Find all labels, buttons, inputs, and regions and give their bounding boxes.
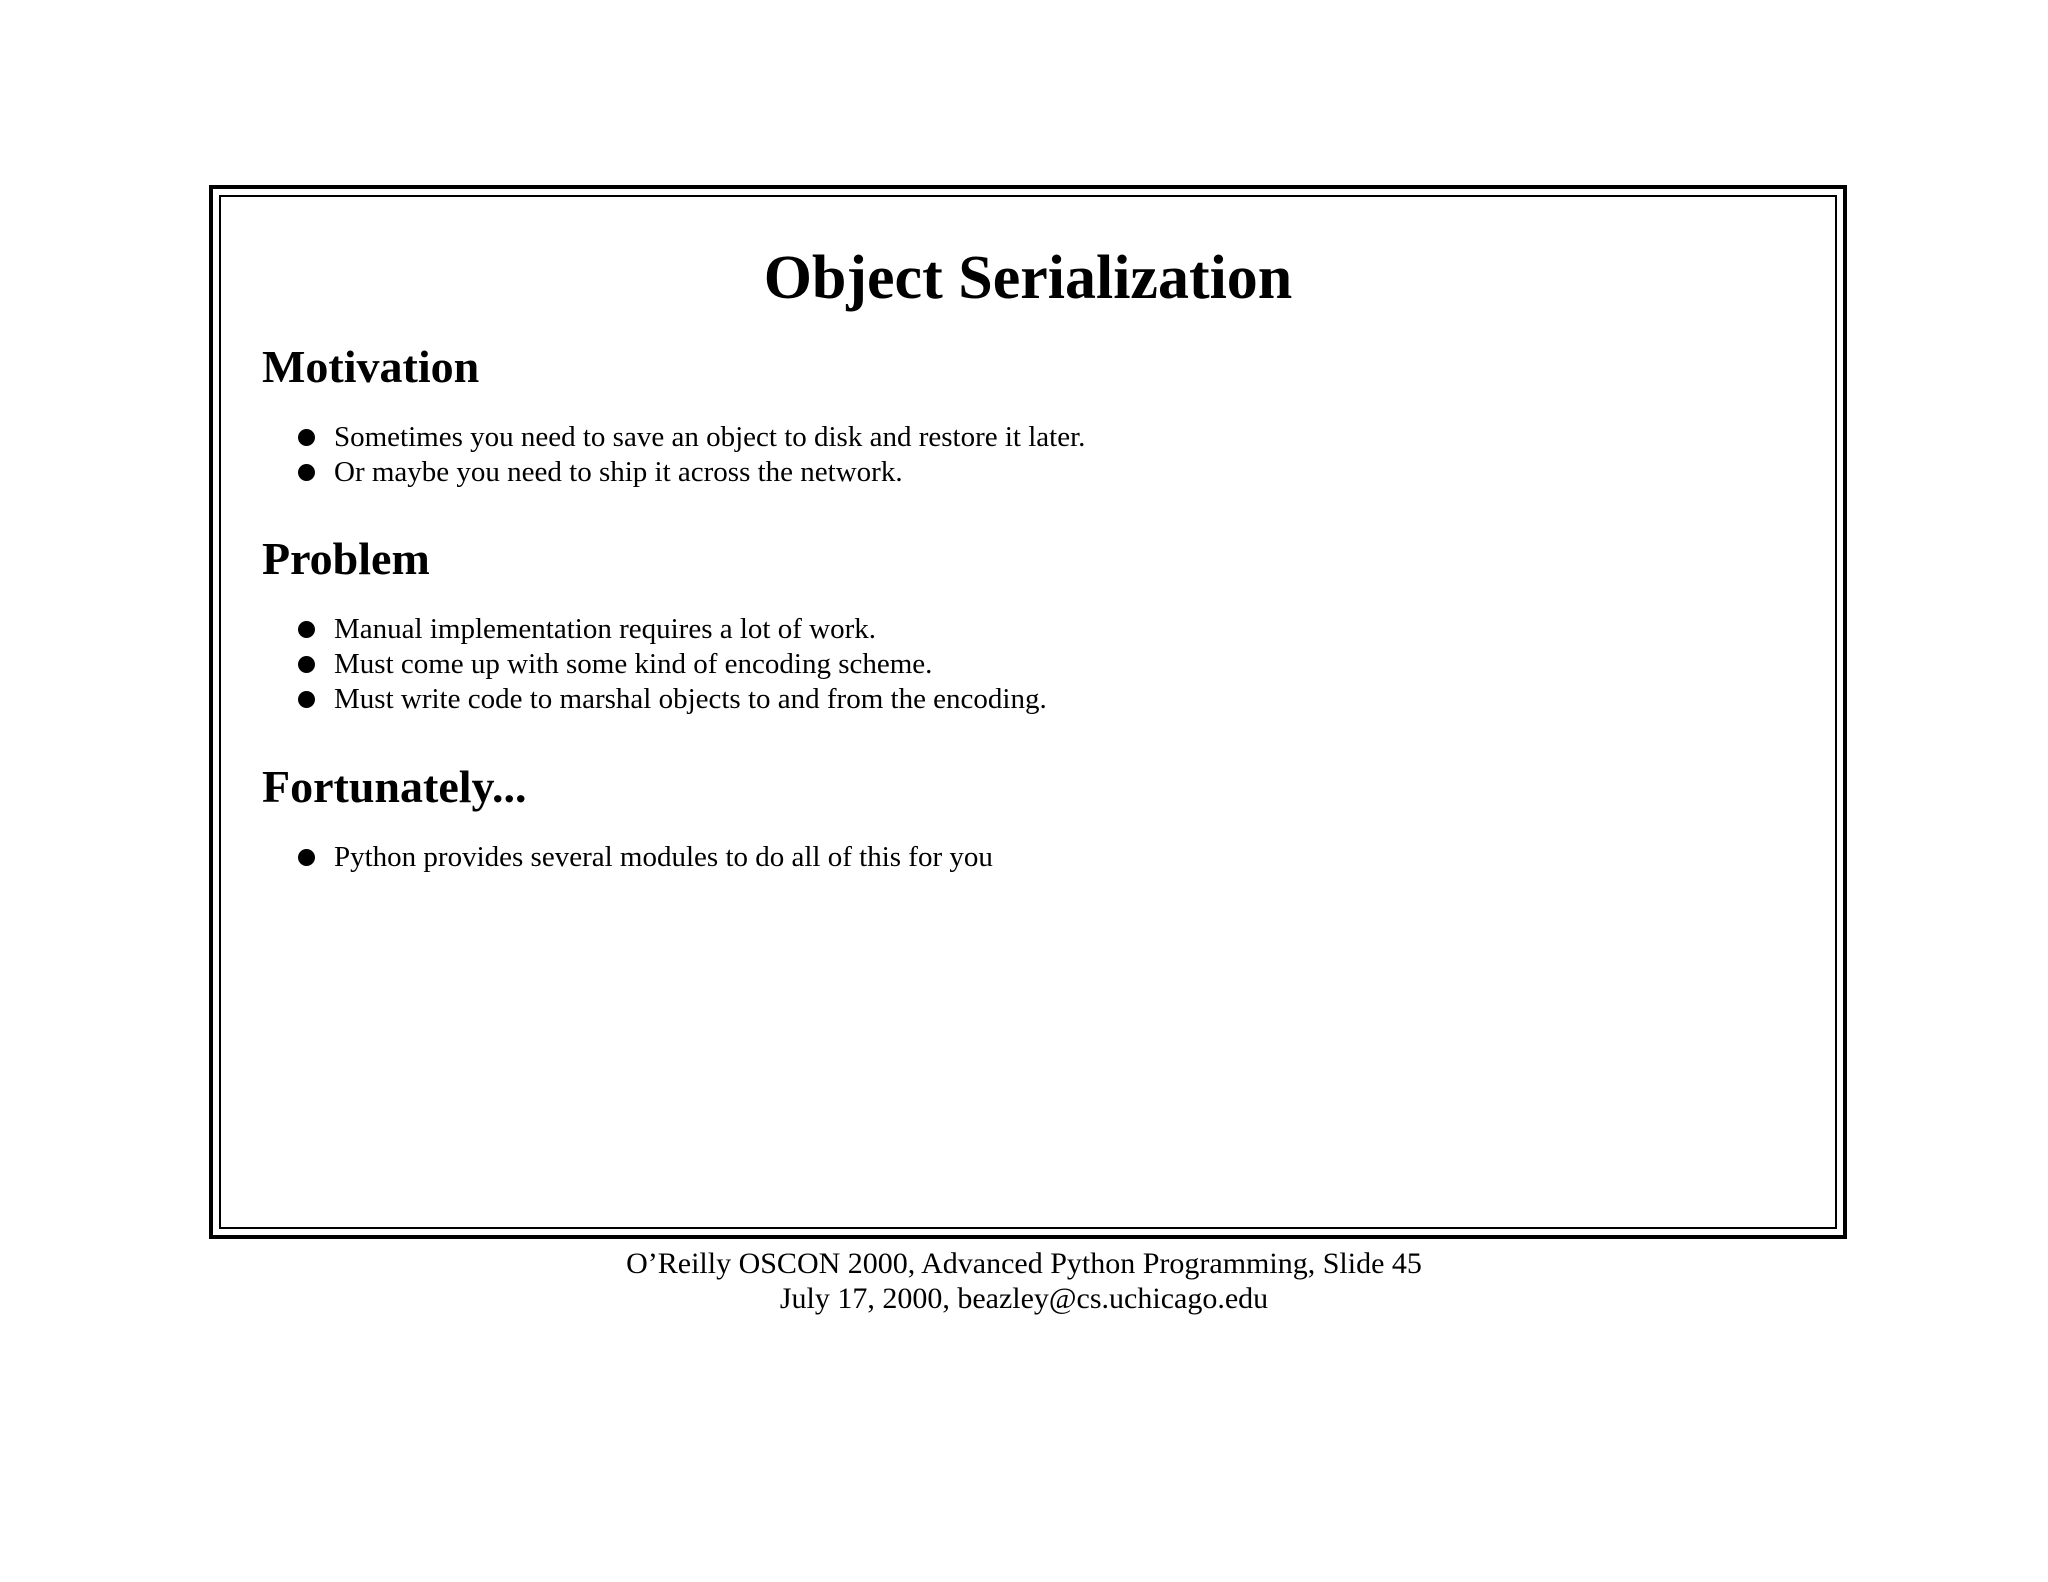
- list-item: [262, 420, 1795, 455]
- bullet-text: Must write code to marshal objects to and from the encoding.: [334, 683, 1047, 716]
- bullet-list: [262, 840, 1795, 875]
- footer-line-2: July 17, 2000, beazley@cs.uchicago.edu: [779, 1282, 1269, 1315]
- bullet-text: Or maybe you need to ship it across the network.: [334, 456, 903, 489]
- list-item: [262, 612, 1795, 647]
- bullet-icon: [298, 691, 315, 708]
- list-item: [262, 682, 1795, 717]
- bullet-icon: [298, 656, 315, 673]
- section-motivation: [262, 339, 1795, 490]
- bullet-icon: [298, 429, 315, 446]
- section-heading: Problem: [262, 533, 430, 584]
- bullet-list: [262, 612, 1795, 717]
- slide-title: Object Serialization: [763, 244, 1293, 312]
- bullet-text: Sometimes you need to save an object to disk and restore it later.: [334, 421, 1086, 454]
- bullet-text: Must come up with some kind of encoding scheme.: [334, 648, 933, 681]
- list-item: [262, 455, 1795, 490]
- bullet-text: Python provides several modules to do all of this for you: [334, 841, 993, 874]
- bullet-list: [262, 420, 1795, 490]
- section-problem: [262, 531, 1795, 717]
- bullet-icon: [298, 621, 315, 638]
- slide-frame: [209, 185, 1847, 1239]
- slide-inner-border: [219, 195, 1837, 1229]
- section-heading: Fortunately...: [262, 761, 527, 812]
- bullet-icon: [298, 849, 315, 866]
- bullet-text: Manual implementation requires a lot of work.: [334, 613, 876, 646]
- section-heading: Motivation: [262, 341, 480, 392]
- list-item: [262, 840, 1795, 875]
- section-fortunately: [262, 759, 1795, 875]
- list-item: [262, 647, 1795, 682]
- footer-line-1: O’Reilly OSCON 2000, Advanced Python Programming, Slide 45: [626, 1247, 1422, 1280]
- bullet-icon: [298, 464, 315, 481]
- slide-footer: [0, 1246, 2048, 1316]
